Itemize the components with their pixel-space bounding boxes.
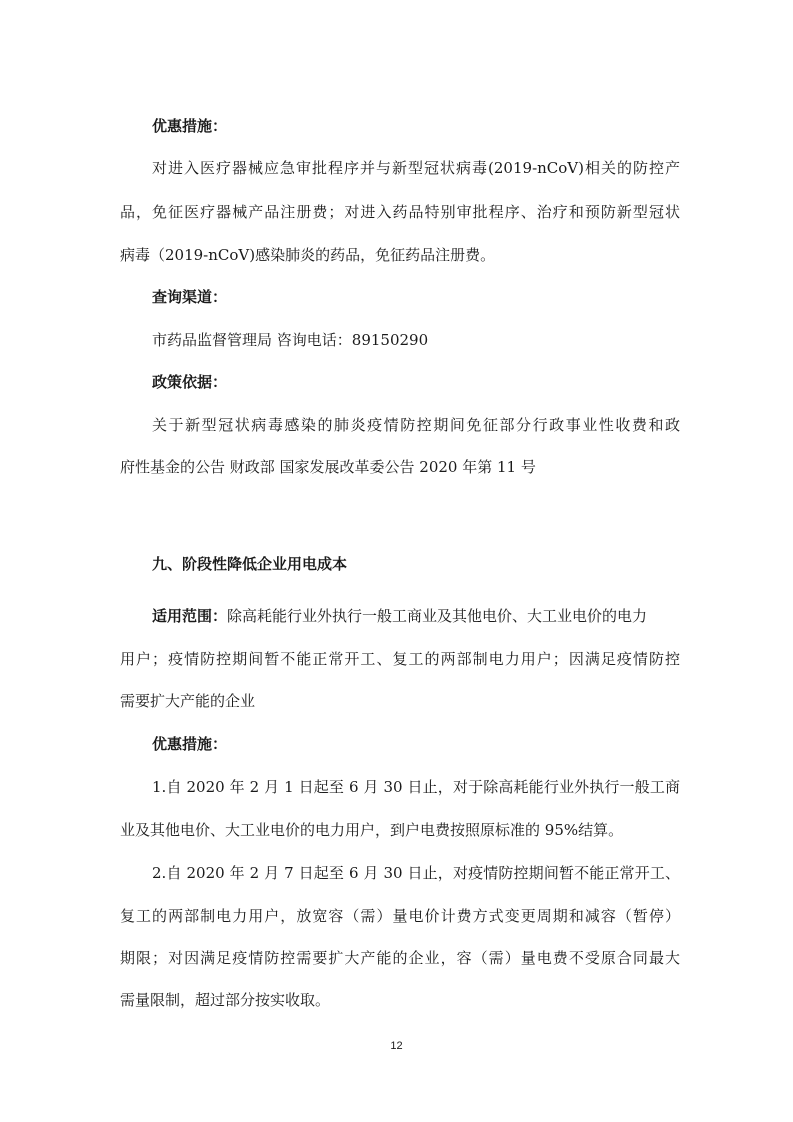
paragraph-line: 用户；疫情防控期间暂不能正常开工、复工的两部制电力用户；因满足疫情防控	[120, 650, 680, 668]
paragraph-line: 病毒（2019-nCoV)感染肺炎的药品，免征药品注册费。	[120, 246, 496, 264]
scope-label: 适用范围：	[152, 607, 228, 625]
paragraph-line: 府性基金的公告 财政部 国家发展改革委公告 2020 年第 11 号	[120, 458, 536, 476]
paragraph-line: 期限；对因满足疫情防控需要扩大产能的企业，容（需）量电费不受原合同最大	[120, 949, 680, 967]
paragraph-line: 2.自 2020 年 2 月 7 日起至 6 月 30 日止，对疫情防控期间暂不能正常开工、	[152, 864, 680, 882]
query-channel-heading: 查询渠道：	[152, 288, 228, 306]
scope-line	[152, 606, 680, 626]
section-title: 九、阶段性降低企业用电成本	[152, 555, 348, 573]
paragraph-line: 复工的两部制电力用户，放宽容（需）量电价计费方式变更周期和减容（暂停）	[120, 907, 680, 925]
paragraph-line: 对进入医疗器械应急审批程序并与新型冠状病毒(2019-nCoV)相关的防控产	[152, 159, 680, 177]
paragraph-line: 需要扩大产能的企业	[120, 692, 256, 710]
policy-basis-heading: 政策依据：	[152, 373, 228, 391]
page-number: 12	[390, 1040, 403, 1052]
paragraph-line: 1.自 2020 年 2 月 1 日起至 6 月 30 日止，对于除高耗能行业外执行一般工商	[152, 778, 680, 796]
scope-text: 除高耗能行业外执行一般工商业及其他电价、大工业电价的电力	[227, 607, 648, 625]
paragraph-line: 需量限制，超过部分按实收取。	[120, 991, 331, 1009]
paragraph-line: 业及其他电价、大工业电价的电力用户，到户电费按照原标准的 95%结算。	[120, 821, 624, 839]
query-channel-text: 市药品监督管理局 咨询电话：89150290	[152, 331, 429, 349]
paragraph-line: 品，免征医疗器械产品注册费；对进入药品特别审批程序、治疗和预防新型冠状	[120, 203, 680, 221]
measures-heading: 优惠措施：	[152, 735, 228, 753]
paragraph-line: 关于新型冠状病毒感染的肺炎疫情防控期间免征部分行政事业性收费和政	[152, 416, 680, 434]
measures-heading: 优惠措施：	[152, 117, 228, 135]
